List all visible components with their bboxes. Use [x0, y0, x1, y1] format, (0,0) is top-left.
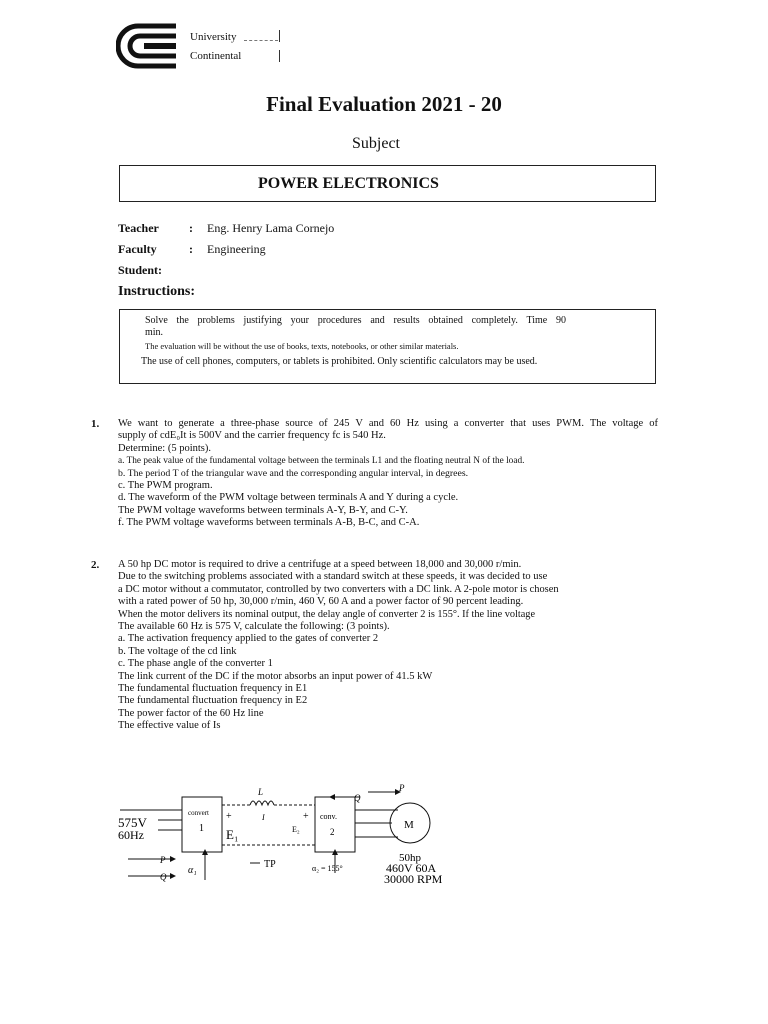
teacher-label: Teacher	[118, 221, 159, 235]
question-line: c. The PWM program.	[118, 480, 213, 492]
question-line: Determine: (5 points).	[118, 442, 212, 454]
page-subtitle: Subject	[352, 135, 400, 152]
current-label: I	[262, 813, 265, 822]
page-title: Final Evaluation 2021 - 20	[266, 92, 502, 116]
question-line: f. The PWM voltage waveforms between terminals A-B, B-C, and C-A.	[118, 517, 420, 529]
logo-divider	[279, 50, 280, 62]
alpha2-label: α₂ = 155°	[312, 864, 343, 873]
question-line: a DC motor without a commutator, controlled by two converters with a DC link. A 2-pole motor is chosen	[118, 583, 559, 595]
inductor-label: L	[258, 787, 264, 797]
university-logo	[116, 22, 182, 70]
question-line: a. The activation frequency applied to the gates of converter 2	[118, 633, 379, 645]
inductor-symbol	[250, 801, 274, 805]
e1-label: E₁	[226, 827, 239, 842]
motor-rating-label: 460V 60A	[386, 861, 437, 875]
q-out-label: Q	[354, 793, 361, 803]
question-line: d. The waveform of the PWM voltage between terminals A and Y during a cycle.	[118, 492, 459, 504]
question-number: 1.	[91, 418, 100, 430]
alpha1-label: α₁	[188, 865, 197, 876]
arrow-head-icon	[170, 873, 176, 879]
question-line: b. The voltage of the cd link	[118, 645, 237, 657]
question-line: The PWM voltage waveforms between terminals A-Y, B-Y, and C-Y.	[118, 504, 408, 516]
e1-plus: +	[226, 811, 232, 822]
instruction-item-cont: min.	[145, 327, 164, 338]
arrow-head-icon	[329, 794, 335, 800]
subject-name: POWER ELECTRONICS	[258, 175, 439, 192]
p-out-label: P	[399, 783, 405, 793]
e2-plus: +	[303, 811, 309, 822]
converter-1-label: convert	[188, 809, 209, 817]
question-line: The power factor of the 60 Hz line	[118, 707, 264, 719]
motor-rpm-label: 30000 RPM	[384, 872, 443, 886]
motor-label: M	[404, 819, 414, 831]
converter-2-number: 2	[330, 827, 335, 837]
question-line: The available 60 Hz is 575 V, calculate the following: (3 points).	[118, 621, 390, 633]
question-line: with a rated power of 50 hp, 30,000 r/min, 460 V, 60 A and a power factor of 90 percent leading.	[118, 596, 524, 608]
university-name: University	[190, 31, 237, 43]
instruction-item: Solve the problems justifying your procedures and results obtained completely. Time 90	[145, 315, 566, 326]
q-in-label: Q	[160, 872, 167, 882]
source-freq-label: 60Hz	[118, 828, 144, 842]
instruction-item: The evaluation will be without the use of books, texts, notebooks, or other similar materials.	[145, 341, 459, 351]
question-number: 2.	[91, 559, 100, 571]
logo-divider	[244, 40, 278, 41]
circuit-diagram	[110, 775, 460, 890]
teacher-value: Eng. Henry Lama Cornejo	[207, 221, 335, 235]
p-in-label: P	[160, 855, 166, 865]
question-line: b. The period T of the triangular wave and the corresponding angular interval, in degrees.	[118, 467, 469, 479]
student-label: Student:	[118, 263, 163, 277]
question-1-text	[118, 418, 658, 530]
question-line: supply of cdE₀It is 500V and the carrier frequency fc is 540 Hz.	[118, 430, 386, 442]
question-line: The fundamental fluctuation frequency in E2	[118, 695, 308, 707]
question-line: Due to the switching problems associated with a standard switch at these speeds, it was decided to use	[118, 571, 548, 583]
e2-label: E₂	[292, 825, 300, 834]
question-line: When the motor delivers its nominal output, the delay angle of converter 2 is 155°. If the line voltage	[118, 608, 536, 620]
faculty-value: Engineering	[207, 242, 266, 256]
converter-1-number: 1	[199, 823, 204, 834]
question-line: A 50 hp DC motor is required to drive a centrifuge at a speed between 18,000 and 30,000 r/min.	[118, 559, 522, 570]
question-line: We want to generate a three-phase source of 245 V and 60 Hz using a converter that uses PWM. The voltage of	[118, 418, 658, 429]
converter-2-label: conv.	[320, 812, 338, 821]
tp-label: TP	[264, 859, 276, 870]
university-name-line2: Continental	[190, 50, 242, 62]
question-2-text	[118, 559, 658, 733]
question-line: a. The peak value of the fundamental voltage between the terminals L1 and the floating neutral N of the load.	[118, 456, 525, 467]
logo-divider	[279, 30, 280, 42]
question-line: The fundamental fluctuation frequency in E1	[118, 683, 308, 695]
converter-2-box	[315, 797, 355, 852]
motor-hp-label: 50hp	[399, 852, 421, 864]
question-line: c. The phase angle of the converter 1	[118, 658, 273, 670]
faculty-colon: :	[189, 242, 193, 256]
teacher-colon: :	[189, 221, 193, 235]
instructions-title: Instructions:	[118, 284, 196, 299]
question-line: The link current of the DC if the motor absorbs an input power of 41.5 kW	[118, 670, 433, 682]
arrow-head-icon	[170, 856, 176, 862]
source-voltage-label: 575V	[118, 815, 147, 830]
question-line: The effective value of Is	[118, 720, 221, 732]
faculty-label: Faculty	[118, 242, 157, 256]
instruction-item: The use of cell phones, computers, or tablets is prohibited. Only scientific calculators may be used.	[141, 356, 538, 367]
